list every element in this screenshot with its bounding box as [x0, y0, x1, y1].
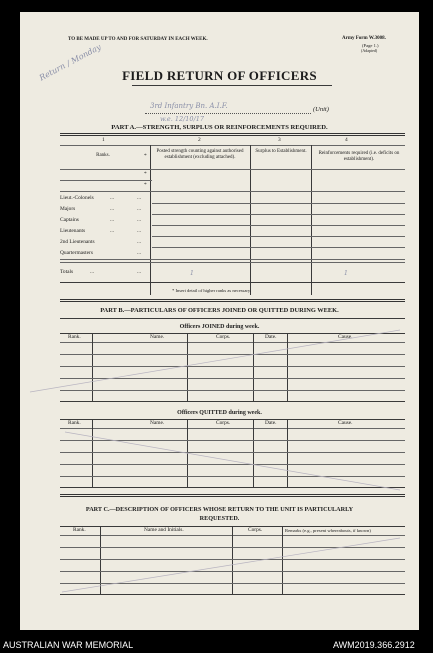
- handwritten-mark: 1: [190, 270, 194, 277]
- instruction-text: TO BE MADE UP TO AND FOR SATURDAY IN EACH WEEK.: [68, 37, 208, 42]
- quitted-col-rank: Rank.: [68, 420, 81, 426]
- quitted-col-date: Date.: [265, 420, 277, 426]
- col-header-posted: Posted strength counting against authorised establishment (excluding attached).: [156, 149, 244, 160]
- quitted-col-cause: Cause.: [338, 420, 353, 426]
- form-title: FIELD RETURN OF OFFICERS: [122, 68, 317, 83]
- joined-col-rank: Rank.: [68, 334, 81, 340]
- unit-handwriting: 3rd Infantry Bn. A.I.F.: [150, 102, 228, 110]
- rank-lieut-colonels: Lieut.-Colonels: [60, 195, 94, 201]
- handwritten-mark: 1: [344, 270, 348, 277]
- col-header-ranks: Ranks.: [96, 153, 110, 158]
- joined-col-cause: Cause.: [338, 334, 353, 340]
- rank-dots: ...: [110, 228, 115, 234]
- quitted-col-corps: Corps.: [216, 420, 231, 426]
- adapted-note: (Adapted): [361, 48, 378, 53]
- rank-2nd-lieutenants: 2nd Lieutenants: [60, 239, 95, 245]
- totals-dots: ...: [90, 269, 95, 275]
- partc-col-remarks: Remarks (e.g., present whereabouts, if known): [285, 528, 371, 533]
- col-header-surplus: Surplus to Establishment.: [255, 149, 307, 154]
- joined-title: Officers JOINED during week.: [179, 324, 260, 330]
- rank-dots: ...: [137, 228, 142, 234]
- rank-dots: ...: [110, 217, 115, 223]
- col-num-3: 3: [278, 137, 281, 143]
- part-a-footnote: * Insert detail of higher ranks as necessary.: [172, 288, 252, 293]
- part-b-heading: PART B.—PARTICULARS OF OFFICERS JOINED OR QUITTED DURING WEEK.: [100, 307, 339, 314]
- col-header-star: *: [144, 153, 147, 159]
- joined-col-corps: Corps.: [216, 334, 231, 340]
- partc-col-corps: Corps.: [248, 527, 263, 533]
- quitted-title: Officers QUITTED during week.: [177, 410, 262, 416]
- col-num-2: 2: [198, 137, 201, 143]
- joined-col-name: Name.: [150, 334, 165, 340]
- rank-dots: ...: [137, 195, 142, 201]
- partc-col-name: Name and Initials.: [144, 527, 184, 533]
- rank-captains: Captains: [60, 217, 79, 223]
- rank-dots: ...: [137, 250, 142, 256]
- part-a-heading: PART A.—STRENGTH, SURPLUS OR REINFORCEMENTS REQUIRED.: [111, 124, 328, 131]
- rank-quartermasters: Quartermasters: [60, 250, 93, 256]
- form-number: Army Form W.3008.: [342, 36, 386, 41]
- page-number: (Page 1.): [362, 43, 379, 48]
- rank-majors: Majors: [60, 206, 76, 212]
- star-row-2: *: [144, 182, 147, 188]
- totals-label: Totals: [60, 269, 74, 275]
- part-c-heading-line1: PART C.—DESCRIPTION OF OFFICERS WHOSE RETURN TO THE UNIT IS PARTICULARLY: [85, 506, 354, 513]
- pencil-strikes: [20, 12, 419, 630]
- part-c-heading-line2: REQUESTED.: [199, 515, 240, 522]
- rank-dots: ...: [137, 239, 142, 245]
- unit-label: (Unit): [313, 106, 329, 113]
- col-num-1: 1: [102, 137, 105, 143]
- rank-dots: ...: [110, 206, 115, 212]
- archive-footer: [0, 639, 433, 653]
- col-num-4: 4: [345, 137, 348, 143]
- totals-dots: ...: [137, 269, 142, 275]
- rank-dots: ...: [110, 195, 115, 201]
- margin-handwriting: Return / Monday: [37, 42, 103, 83]
- rank-dots: ...: [137, 217, 142, 223]
- quitted-col-name: Name.: [150, 420, 165, 426]
- rank-dots: ...: [137, 206, 142, 212]
- footer-right: AWM2019.366.2912: [333, 640, 415, 650]
- col-header-reinforcements: Reinforcements required (i.e. deficits on establishment).: [318, 151, 400, 162]
- form-sheet: [20, 12, 419, 630]
- footer-left: AUSTRALIAN WAR MEMORIAL: [3, 640, 134, 650]
- week-ending-handwriting: w.e. 12/10/17: [160, 115, 205, 123]
- rank-lieutenants: Lieutenants: [60, 228, 86, 234]
- star-row-1: *: [144, 171, 147, 177]
- partc-col-rank: Rank.: [73, 527, 86, 533]
- joined-col-date: Date.: [265, 334, 277, 340]
